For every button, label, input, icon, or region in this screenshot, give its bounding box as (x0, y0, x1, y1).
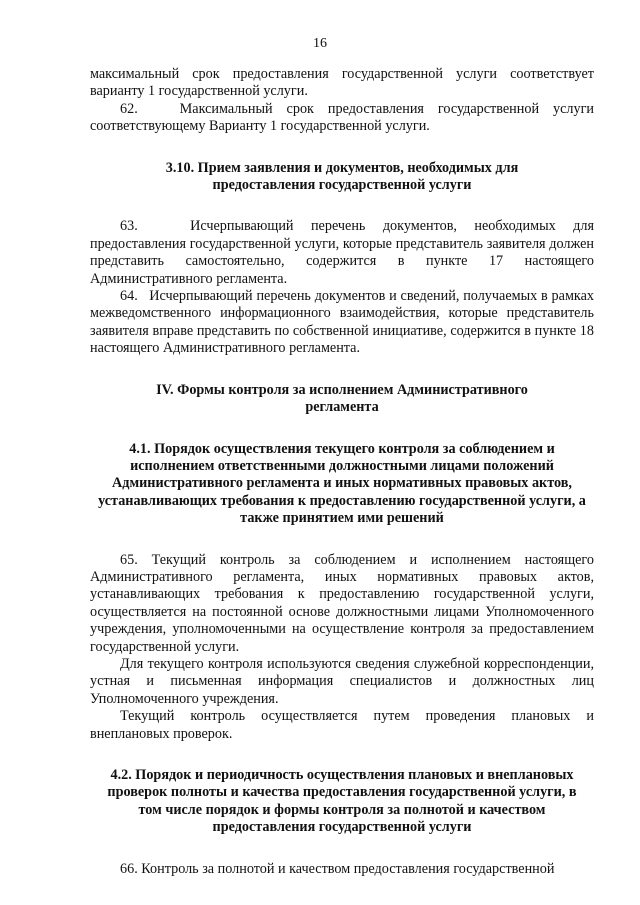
section-heading-3-10: 3.10. Прием заявления и документов, необходимых для предоставления государственной услуги (165, 159, 519, 194)
paragraph-intro: максимальный срок предоставления государственной услуги соответствует варианту 1 государственной услуги. (90, 66, 594, 100)
paragraph-sources: Для текущего контроля используются сведения служебной корреспонденции, устная и письменная информация специалистов и должностных лиц Уполномоченного учреждения. (90, 655, 594, 707)
section-heading-4-2: 4.2. Порядок и периодичность осуществления плановых и внеплановых проверок полноты и качества предоставления государственной услуги, в том числе порядок и формы контроля за полнотой и качеством предоставления государственной услуги (107, 767, 577, 836)
document-body (90, 66, 594, 878)
paragraph-65: 65. Текущий контроль за соблюдением и исполнением настоящего Административного регламента, иных нормативных правовых актов, устанавливающих требования к предоставлению государственной услуги, осуществляется на постоянной основе должностными лицами Уполномоченного учреждения, уполномоченными на осуществление контроля за предоставлением государственной услуги. (90, 551, 594, 655)
paragraph-62: 62. Максимальный срок предоставления государственной услуги соответствующему Варианту 1 государственной услуги. (90, 100, 594, 135)
paragraph-66: 66. Контроль за полнотой и качеством предоставления государственной (120, 860, 555, 877)
paragraph-checks: Текущий контроль осуществляется путем проведения плановых и внеплановых проверок. (90, 708, 594, 742)
paragraph-63: 63. Исчерпывающий перечень документов, необходимых для предоставления государственной услуги, которые представитель заявителя должен представить самостоятельно, содержится в пункте 17 настоящего Административного регламента. (90, 218, 594, 287)
page-number: 16 (313, 36, 327, 51)
chapter-heading-iv: IV. Формы контроля за исполнением Административного регламента (156, 381, 528, 416)
section-heading-4-1: 4.1. Порядок осуществления текущего контроля за соблюдением и исполнением ответственными должностными лицами положений Административного регламента и иных нормативных правовых актов, устанавливающих требования к предоставлению государственной услуги, а также принятием ими решений (98, 440, 586, 527)
paragraph-64: 64. Исчерпывающий перечень документов и сведений, получаемых в рамках межведомственного информационного взаимодействия, которые представитель заявителя вправе представить по собственной инициативе, содержится в пункте 18 настоящего Административного регламента. (90, 288, 594, 357)
